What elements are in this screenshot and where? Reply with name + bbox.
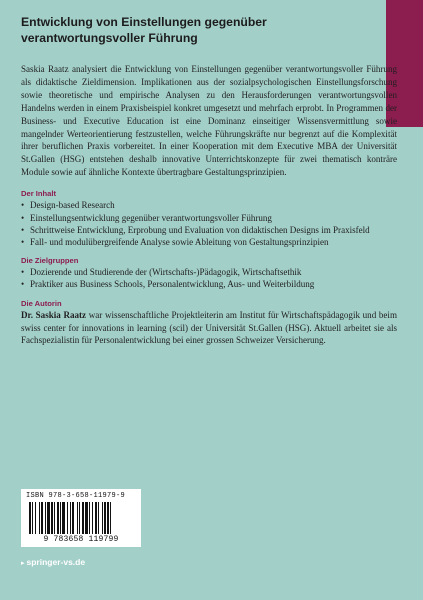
list-item: • Fall- und modulübergreifende Analyse sowie Ableitung von Gestaltungsprinzipien <box>21 236 397 248</box>
zielgruppen-list <box>21 266 397 291</box>
section-heading-zielgruppen: Die Zielgruppen <box>21 255 79 265</box>
arrow-right-icon: ▸ <box>21 560 25 567</box>
book-title-line-1: Entwicklung von Einstellungen gegenüber <box>21 15 267 29</box>
back-cover-content <box>21 14 397 347</box>
list-item: • Design-based Research <box>21 199 397 211</box>
isbn-barcode <box>21 489 141 547</box>
publisher-link-text: springer-vs.de <box>26 557 86 567</box>
barcode-bars <box>29 502 133 534</box>
abstract-paragraph: Saskia Raatz analysiert die Entwicklung von Einstellungen gegenüber verantwortungsvoller Führung als didaktische Zieldimension. Implikationen aus der sozialpsychologischen Einstellungsforschung sowie theoretische und empirische Analysen zu den Herausforderungen verantwortungsvollen Handelns werden in einem Praxisbeispiel konkret umgesetzt und mehrfach erprobt. In Programmen der Business- und Executive Education ist eine Dominanz einseitiger Wissensvermittlung sowie mangelnder Werteorientierung festzustellen, welche Führungskräfte nur begrenzt auf die Komplexität ihrer beruflichen Praxis vorbereitet. In einer Kooperation mit dem Executive MBA der Universität St.Gallen (HSG) entstehen deshalb innovative Unterrichtskonzepte für zwei thematisch konträre Module sowie auf ähnliche Kontexte übertragbare Gestaltungsprinzipien. <box>21 64 397 178</box>
author-bio <box>21 309 397 348</box>
list-item: • Einstellungsentwicklung gegenüber verantwortungsvoller Führung <box>21 212 397 224</box>
section-heading-inhalt: Der Inhalt <box>21 189 57 199</box>
section-heading-autorin: Die Autorin <box>21 298 62 308</box>
inhalt-list <box>21 199 397 249</box>
list-item: • Praktiker aus Business Schools, Personalentwicklung, Aus- und Weiterbildung <box>21 278 397 290</box>
book-title <box>21 14 397 46</box>
author-bio-text: war wissenschaftliche Projektleiterin am Institut für Wirtschaftspädagogik und beim swiss center for innovations in learning (scil) der Universität St.Gallen (HSG). Aktuell arbeitet sie als Fachspezialistin für Personalentwicklung bei einer grossen Schweizer Versicherung. <box>21 309 397 346</box>
barcode-digits: 9 783658 119799 <box>43 535 119 544</box>
publisher-link[interactable] <box>21 557 85 567</box>
isbn-label: ISBN 978-3-658-11979-9 <box>26 492 126 500</box>
book-title-line-2: verantwortungsvoller Führung <box>21 31 198 45</box>
list-item: • Schrittweise Entwicklung, Erprobung und Evaluation von didaktischen Designs im Praxisfeld <box>21 224 397 236</box>
author-name: Dr. Saskia Raatz <box>21 309 87 320</box>
list-item: • Dozierende und Studierende der (Wirtschafts-)Pädagogik, Wirtschaftsethik <box>21 266 397 278</box>
